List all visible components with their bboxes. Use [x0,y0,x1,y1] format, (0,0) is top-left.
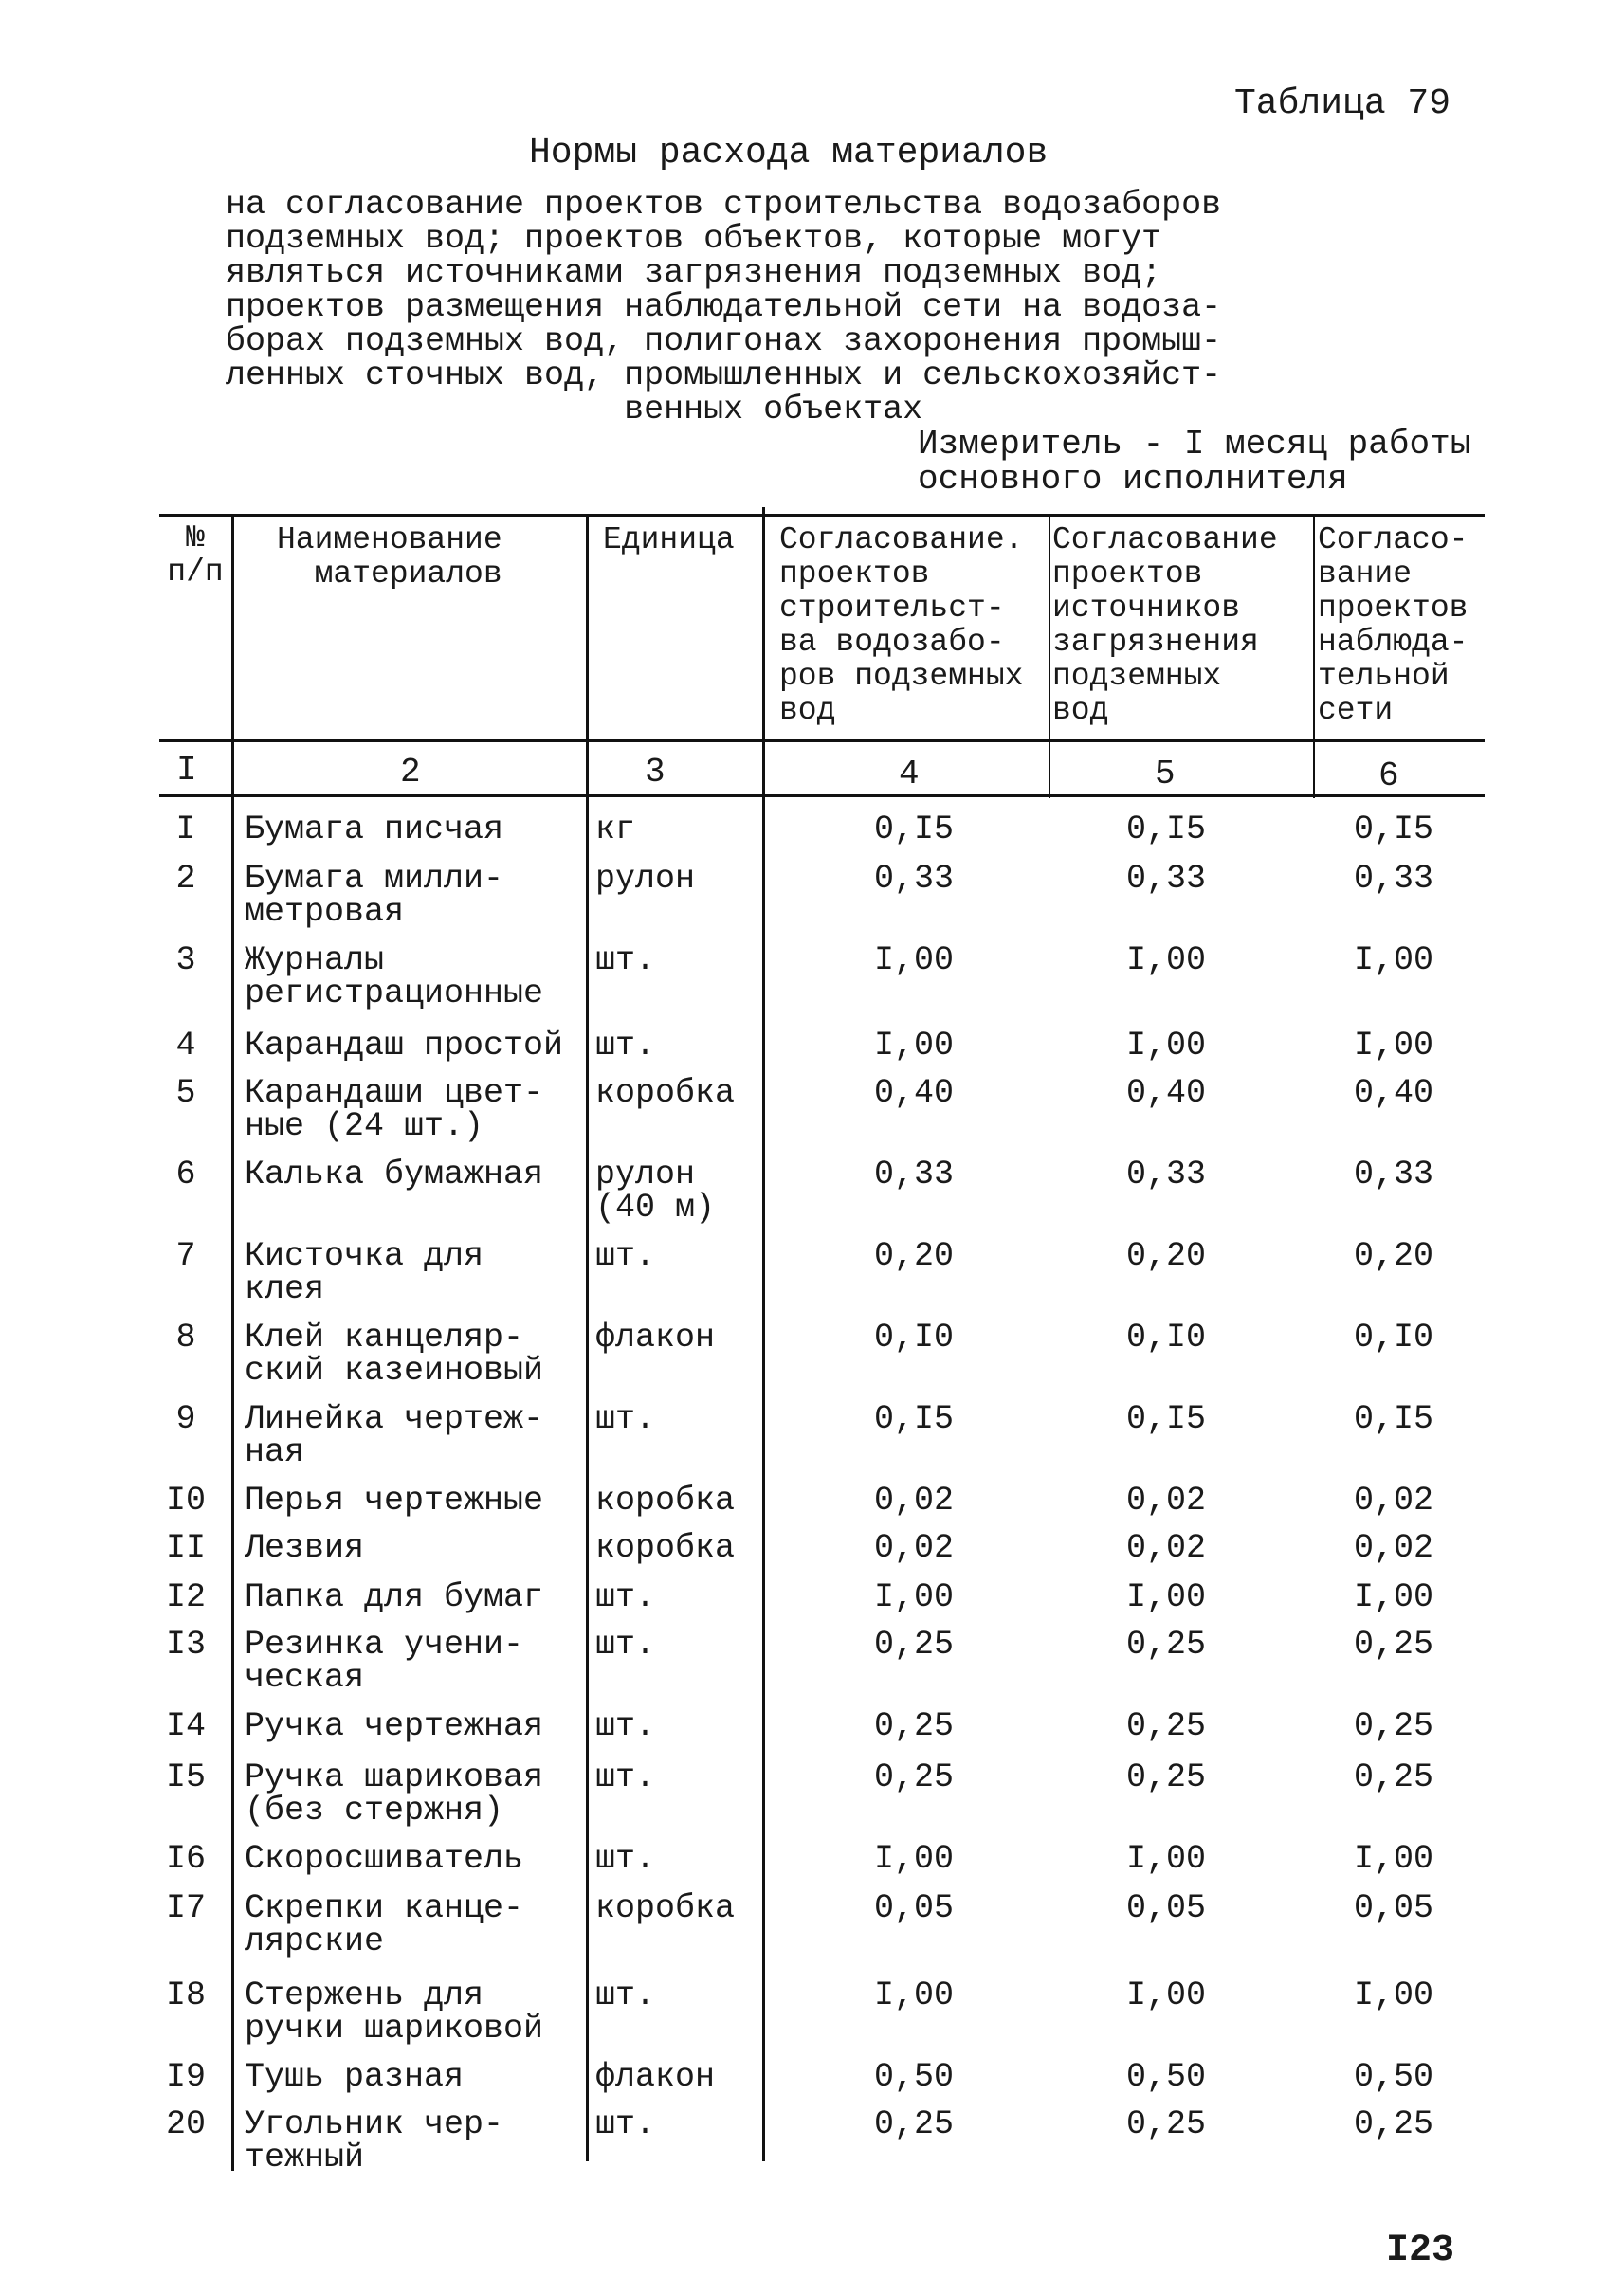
row-number: I5 [165,1758,206,1796]
row-number: 9 [175,1400,196,1438]
row-value-col4: I,00 [873,1976,954,2014]
row-unit: кг [595,811,636,848]
row-material-name: Лезвия [245,1529,365,1567]
header-unit: Единица [603,522,735,557]
row-value-col5: I,00 [1125,1976,1206,2014]
row-material-name: Папка для бумаг [245,1578,544,1616]
table-title: Нормы расхода материалов [529,133,1049,173]
column-number-3: 3 [645,753,666,792]
row-value-col6: 0,25 [1353,1626,1433,1664]
col-divider-2 [586,514,589,2161]
row-value-col4: 0,33 [873,860,954,898]
row-value-col6: 0,40 [1353,1074,1433,1112]
row-value-col5: I,00 [1125,941,1206,979]
row-unit: шт. [595,1976,656,2014]
row-unit: шт. [595,941,656,979]
col-divider-5 [1313,514,1315,798]
row-material-name: Линейка чертеж- ная [245,1400,544,1471]
row-value-col6: I,00 [1353,1840,1433,1878]
row-value-col5: 0,50 [1125,2058,1206,2096]
row-number: I0 [165,1482,206,1520]
row-material-name: Карандаши цвет- ные (24 шт.) [245,1074,544,1145]
row-unit: коробка [595,1529,736,1567]
row-value-col6: I,00 [1353,1578,1433,1616]
row-material-name: Бумага писчая [245,811,504,848]
row-number: I7 [165,1889,206,1927]
row-unit: шт. [595,1840,656,1878]
row-unit: шт. [595,1707,656,1745]
row-number: 6 [175,1156,196,1193]
row-unit: шт. [595,1758,656,1796]
col-divider-3 [762,507,765,2161]
row-number: I2 [165,1578,206,1616]
row-unit: шт. [595,1626,656,1664]
row-material-name: Журналы регистрационные [245,941,544,1012]
col-divider-1 [231,514,234,2171]
row-value-col6: 0,I0 [1353,1319,1433,1357]
table-label: Таблица 79 [1234,83,1451,124]
row-unit: коробка [595,1074,736,1112]
row-value-col5: 0,I0 [1125,1319,1206,1357]
column-number-rule [159,794,1485,797]
row-value-col5: 0,I5 [1125,811,1206,848]
row-number: 4 [175,1027,196,1065]
row-number: I9 [165,2058,206,2096]
row-value-col5: 0,20 [1125,1237,1206,1275]
row-unit: шт. [595,1237,656,1275]
row-number: 3 [175,941,196,979]
row-value-col6: 0,02 [1353,1529,1433,1567]
row-material-name: Резинка учени- ческая [245,1626,524,1697]
row-value-col6: I,00 [1353,1027,1433,1065]
row-value-col6: 0,25 [1353,2105,1433,2143]
header-bottom-rule [159,739,1485,742]
row-value-col4: 0,20 [873,1237,954,1275]
row-number: 7 [175,1237,196,1275]
row-value-col4: 0,25 [873,1758,954,1796]
header-col5: Согласование проектов источников загрязнения подземных вод [1052,522,1278,728]
row-value-col6: I,00 [1353,941,1433,979]
row-value-col5: 0,33 [1125,1156,1206,1193]
row-unit: шт. [595,1027,656,1065]
row-value-col4: I,00 [873,941,954,979]
row-value-col5: I,00 [1125,1840,1206,1878]
row-material-name: Карандаш простой [245,1027,564,1065]
row-number: 2 [175,860,196,898]
row-value-col6: 0,20 [1353,1237,1433,1275]
column-number-4: 4 [899,755,920,793]
row-material-name: Калька бумажная [245,1156,544,1193]
row-value-col6: 0,33 [1353,860,1433,898]
row-number: 8 [175,1319,196,1357]
header-col4: Согласование. проектов строительст- ва водозабо- ров подземных вод [779,522,1024,728]
row-value-col5: 0,40 [1125,1074,1206,1112]
row-unit: рулон [595,860,696,898]
row-value-col4: 0,02 [873,1482,954,1520]
column-number-2: 2 [400,753,421,792]
row-value-col4: 0,25 [873,1707,954,1745]
row-value-col6: 0,I5 [1353,811,1433,848]
row-value-col6: 0,I5 [1353,1400,1433,1438]
header-material-name: Наименование материалов [277,522,502,592]
row-value-col4: 0,40 [873,1074,954,1112]
row-material-name: Угольник чер- тежный [245,2105,504,2177]
row-value-col4: 0,50 [873,2058,954,2096]
row-value-col4: 0,I5 [873,1400,954,1438]
row-unit: коробка [595,1889,736,1927]
row-material-name: Стержень для ручки шариковой [245,1976,544,2048]
row-value-col6: I,00 [1353,1976,1433,2014]
column-number-1: I [176,751,197,790]
header-number: № п/п [167,520,224,590]
row-unit: шт. [595,1400,656,1438]
row-number: I3 [165,1626,206,1664]
row-unit: шт. [595,1578,656,1616]
row-number: I [175,811,196,848]
row-value-col4: 0,I0 [873,1319,954,1357]
row-value-col4: I,00 [873,1027,954,1065]
row-value-col4: 0,I5 [873,811,954,848]
row-value-col5: 0,I5 [1125,1400,1206,1438]
col-divider-4 [1049,514,1050,798]
row-material-name: Перья чертежные [245,1482,544,1520]
row-number: I6 [165,1840,206,1878]
column-number-5: 5 [1155,755,1176,793]
row-material-name: Бумага милли- метровая [245,860,504,931]
row-material-name: Скоросшиватель [245,1840,524,1878]
row-number: I8 [165,1976,206,2014]
table-top-rule [159,514,1485,517]
row-unit: рулон (40 м) [595,1156,716,1227]
row-unit: флакон [595,2058,716,2096]
row-value-col6: 0,05 [1353,1889,1433,1927]
table-subtitle: на согласование проектов строительства водозаборов подземных вод; проектов объектов, которые могут являться источниками загрязнения подземных вод; проектов размещения наблюдательной сети на водоза- борах подземных вод, полигонах захоронения промыш- ленных сточных вод, промышленных и сельскохозяйст- венных объектах [226,186,1222,428]
row-value-col5: 0,33 [1125,860,1206,898]
row-unit: шт. [595,2105,656,2143]
row-material-name: Тушь разная [245,2058,465,2096]
row-number: 20 [165,2105,206,2143]
row-material-name: Скрепки канце- лярские [245,1889,524,1960]
row-value-col6: 0,50 [1353,2058,1433,2096]
row-material-name: Ручка чертежная [245,1707,544,1745]
header-col6: Согласо- вание проектов наблюда- тельной сети [1318,522,1469,728]
page-number: I23 [1386,2230,1455,2272]
row-value-col5: 0,25 [1125,1707,1206,1745]
row-unit: флакон [595,1319,716,1357]
row-value-col4: 0,33 [873,1156,954,1193]
row-value-col6: 0,33 [1353,1156,1433,1193]
row-value-col5: 0,25 [1125,2105,1206,2143]
row-value-col5: 0,02 [1125,1482,1206,1520]
column-number-6: 6 [1378,756,1399,795]
row-value-col5: I,00 [1125,1027,1206,1065]
row-value-col4: I,00 [873,1840,954,1878]
row-material-name: Клей канцеляр- ский казеиновый [245,1319,544,1390]
row-value-col4: 0,05 [873,1889,954,1927]
row-value-col5: 0,25 [1125,1626,1206,1664]
row-value-col4: 0,02 [873,1529,954,1567]
row-value-col5: 0,02 [1125,1529,1206,1567]
row-number: I4 [165,1707,206,1745]
row-unit: коробка [595,1482,736,1520]
row-value-col5: 0,25 [1125,1758,1206,1796]
row-value-col4: 0,25 [873,2105,954,2143]
row-value-col6: 0,02 [1353,1482,1433,1520]
row-value-col5: 0,05 [1125,1889,1206,1927]
row-number: 5 [175,1074,196,1112]
row-value-col6: 0,25 [1353,1707,1433,1745]
row-value-col5: I,00 [1125,1578,1206,1616]
measure-unit-note: Измеритель - I месяц работы основного исполнителя [918,425,1471,499]
row-value-col4: 0,25 [873,1626,954,1664]
row-value-col6: 0,25 [1353,1758,1433,1796]
row-value-col4: I,00 [873,1578,954,1616]
row-material-name: Ручка шариковая (без стержня) [245,1758,544,1830]
row-number: II [165,1529,206,1567]
row-material-name: Кисточка для клея [245,1237,484,1308]
